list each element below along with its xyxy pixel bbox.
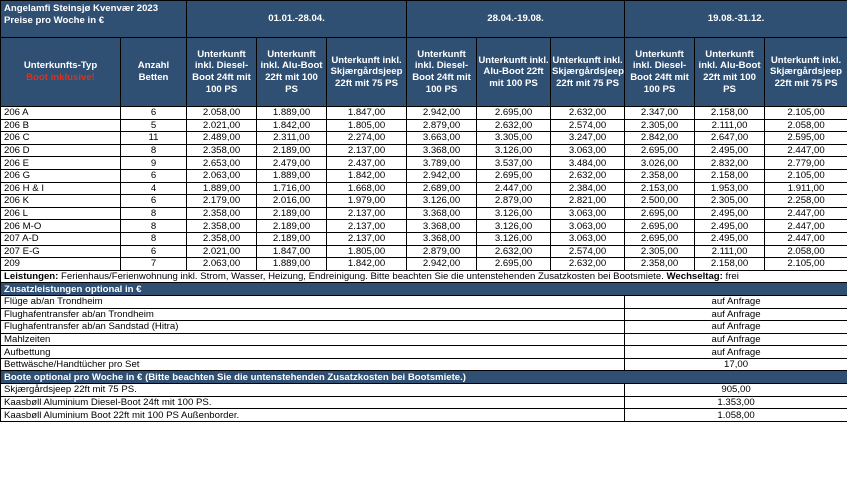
price-cell: 3.126,00: [477, 144, 551, 157]
table-row: [1, 157, 847, 170]
price-cell: 2.500,00: [625, 195, 695, 208]
price-cell: 2.137,00: [327, 220, 407, 233]
price-cell: 2.695,00: [625, 232, 695, 245]
unit-type-cell: 206 B: [1, 119, 121, 132]
table-row: [1, 195, 847, 208]
price-cell: 2.653,00: [187, 157, 257, 170]
price-cell: 2.942,00: [407, 169, 477, 182]
price-cell: 2.058,00: [765, 245, 847, 258]
price-cell: 2.158,00: [695, 107, 765, 120]
table-row: [1, 207, 847, 220]
price-cell: 2.437,00: [327, 157, 407, 170]
unit-type-cell: 206 C: [1, 132, 121, 145]
changeover-value: frei: [722, 271, 739, 283]
price-cell: 2.105,00: [765, 107, 847, 120]
price-cell: 2.105,00: [765, 169, 847, 182]
price-cell: 2.063,00: [187, 169, 257, 182]
price-cell: 2.358,00: [187, 232, 257, 245]
price-cell: 3.368,00: [407, 232, 477, 245]
column-header-type: Unterkunfts-Typ Boot inklusive!: [1, 38, 121, 107]
extra-item-name: Aufbettung: [1, 346, 625, 359]
price-cell: 1.953,00: [695, 182, 765, 195]
boats-section-title: Boote optional pro Woche in € (Bitte beachten Sie die untenstehenden Zusatzkosten bei Bootsmiete.): [1, 371, 847, 384]
price-cell: 2.695,00: [477, 107, 551, 120]
beds-cell: 6: [121, 107, 187, 120]
price-cell: 1.842,00: [327, 169, 407, 182]
unit-type-cell: 206 G: [1, 169, 121, 182]
table-row: [1, 245, 847, 258]
unit-type-cell: 206 M-O: [1, 220, 121, 233]
price-cell: 2.495,00: [695, 220, 765, 233]
price-cell: 3.484,00: [551, 157, 625, 170]
extra-item-price: auf Anfrage: [625, 346, 847, 359]
price-cell: 2.942,00: [407, 107, 477, 120]
unit-type-cell: 206 H & I: [1, 182, 121, 195]
price-cell: 3.305,00: [477, 132, 551, 145]
price-cell: 2.447,00: [765, 220, 847, 233]
price-cell: 2.189,00: [257, 232, 327, 245]
price-cell: 2.879,00: [407, 119, 477, 132]
price-cell: 2.447,00: [765, 232, 847, 245]
price-cell: 2.942,00: [407, 258, 477, 271]
beds-cell: 8: [121, 220, 187, 233]
price-cell: 3.789,00: [407, 157, 477, 170]
price-cell: 2.447,00: [765, 207, 847, 220]
price-cell: 2.574,00: [551, 119, 625, 132]
price-cell: 2.158,00: [695, 169, 765, 182]
price-cell: 2.058,00: [187, 107, 257, 120]
price-cell: 2.495,00: [695, 232, 765, 245]
price-cell: 2.595,00: [765, 132, 847, 145]
price-cell: 2.447,00: [477, 182, 551, 195]
price-cell: 2.358,00: [625, 258, 695, 271]
price-cell: 2.695,00: [625, 144, 695, 157]
price-cell: 2.695,00: [625, 220, 695, 233]
price-cell: 2.189,00: [257, 144, 327, 157]
price-cell: 2.063,00: [187, 258, 257, 271]
column-header-boat: Unterkunft inkl. Alu-Boot 22ft mit 100 PS: [257, 38, 327, 107]
boat-item-name: Kaasbøll Aluminium Diesel-Boot 24ft mit 100 PS.: [1, 396, 625, 409]
extras-section-title: Zusatzleistungen optional in €: [1, 283, 847, 296]
price-cell: 2.305,00: [625, 245, 695, 258]
price-cell: 2.632,00: [477, 245, 551, 258]
extra-item-name: Flughafentransfer ab/an Sandstad (Hitra): [1, 321, 625, 334]
price-cell: 1.805,00: [327, 245, 407, 258]
price-cell: 2.358,00: [625, 169, 695, 182]
extra-item: [1, 358, 847, 371]
price-cell: 2.311,00: [257, 132, 327, 145]
price-cell: 1.889,00: [257, 258, 327, 271]
price-cell: 3.247,00: [551, 132, 625, 145]
price-cell: 2.842,00: [625, 132, 695, 145]
price-cell: 2.347,00: [625, 107, 695, 120]
extra-item: [1, 295, 847, 308]
boats-section: [1, 371, 847, 384]
price-cell: 2.489,00: [187, 132, 257, 145]
unit-type-cell: 206 D: [1, 144, 121, 157]
price-cell: 2.779,00: [765, 157, 847, 170]
beds-cell: 9: [121, 157, 187, 170]
table-title: [1, 1, 187, 38]
price-cell: 2.632,00: [551, 169, 625, 182]
price-cell: 2.137,00: [327, 207, 407, 220]
extra-item: [1, 308, 847, 321]
extra-item: [1, 346, 847, 359]
boat-item: [1, 396, 847, 409]
price-cell: 2.305,00: [695, 195, 765, 208]
table-row: [1, 107, 847, 120]
price-cell: 1.911,00: [765, 182, 847, 195]
price-cell: 2.632,00: [551, 258, 625, 271]
services-note: [1, 270, 847, 283]
boat-included-note: Boot inklusive!: [26, 72, 95, 83]
beds-cell: 8: [121, 232, 187, 245]
beds-cell: 6: [121, 169, 187, 182]
extra-item-price: auf Anfrage: [625, 333, 847, 346]
beds-cell: 6: [121, 195, 187, 208]
boat-item-name: Kaasbøll Aluminium Boot 22ft mit 100 PS Außenborder.: [1, 409, 625, 422]
column-header-boat: Unterkunft inkl. Diesel-Boot 24ft mit 100 PS: [187, 38, 257, 107]
table-row: [1, 119, 847, 132]
price-cell: 2.274,00: [327, 132, 407, 145]
unit-type-cell: 206 E: [1, 157, 121, 170]
price-cell: 1.979,00: [327, 195, 407, 208]
price-cell: 2.189,00: [257, 220, 327, 233]
price-cell: 2.695,00: [477, 258, 551, 271]
boat-item-price: 1.353,00: [625, 396, 847, 409]
price-cell: 2.447,00: [765, 144, 847, 157]
services-label: Leistungen:: [4, 271, 59, 283]
beds-cell: 7: [121, 258, 187, 271]
price-cell: 2.258,00: [765, 195, 847, 208]
price-cell: 2.495,00: [695, 144, 765, 157]
beds-cell: 11: [121, 132, 187, 145]
price-cell: 2.689,00: [407, 182, 477, 195]
price-cell: 3.368,00: [407, 207, 477, 220]
price-cell: 1.889,00: [187, 182, 257, 195]
price-cell: 1.847,00: [257, 245, 327, 258]
price-cell: 3.126,00: [477, 232, 551, 245]
price-cell: 2.358,00: [187, 144, 257, 157]
price-cell: 1.716,00: [257, 182, 327, 195]
unit-type-cell: 206 A: [1, 107, 121, 120]
price-cell: 2.158,00: [695, 258, 765, 271]
unit-type-cell: 207 E-G: [1, 245, 121, 258]
extra-item-name: Mahlzeiten: [1, 333, 625, 346]
price-cell: 2.695,00: [477, 169, 551, 182]
title-line-1: Angelamfi Steinsjø Kvenvær 2023: [4, 3, 159, 14]
services-text: Ferienhaus/Ferienwohnung inkl. Strom, Wasser, Heizung, Endreinigung. Bitte beachten Sie die untenstehenden Zusatzkosten bei Bootsmiete.: [58, 271, 667, 283]
price-cell: 1.842,00: [257, 119, 327, 132]
column-header-boat: Unterkunft inkl. Skjærgårdsjeep 22ft mit 75 PS: [765, 38, 847, 107]
services-row: [1, 270, 847, 283]
extra-item-name: Flughafentransfer ab/an Trondheim: [1, 308, 625, 321]
extra-item: [1, 333, 847, 346]
price-cell: 1.889,00: [257, 169, 327, 182]
period-header: 19.08.-31.12.: [625, 1, 847, 38]
price-cell: 3.063,00: [551, 220, 625, 233]
price-cell: 2.189,00: [257, 207, 327, 220]
table-row: [1, 182, 847, 195]
price-cell: 2.137,00: [327, 144, 407, 157]
unit-type-cell: 209: [1, 258, 121, 271]
price-cell: 2.021,00: [187, 119, 257, 132]
price-cell: 3.126,00: [477, 220, 551, 233]
price-cell: 2.358,00: [187, 207, 257, 220]
price-cell: 1.668,00: [327, 182, 407, 195]
extras-section: [1, 283, 847, 296]
price-cell: 3.026,00: [625, 157, 695, 170]
price-cell: 1.842,00: [327, 258, 407, 271]
price-cell: 2.016,00: [257, 195, 327, 208]
price-cell: 2.058,00: [765, 119, 847, 132]
price-cell: 2.695,00: [625, 207, 695, 220]
column-header-boat: Unterkunft inkl. Diesel-Boot 24ft mit 100 PS: [407, 38, 477, 107]
extra-item-price: auf Anfrage: [625, 321, 847, 334]
price-cell: 3.663,00: [407, 132, 477, 145]
boat-item: [1, 384, 847, 397]
table-row: [1, 132, 847, 145]
column-header-boat: Unterkunft inkl. Alu-Boot 22ft mit 100 PS: [477, 38, 551, 107]
table-row: [1, 169, 847, 182]
price-cell: 2.153,00: [625, 182, 695, 195]
price-cell: 1.889,00: [257, 107, 327, 120]
price-cell: 2.647,00: [695, 132, 765, 145]
extra-item-name: Flüge ab/an Trondheim: [1, 295, 625, 308]
price-cell: 2.384,00: [551, 182, 625, 195]
boat-item: [1, 409, 847, 422]
price-cell: 2.021,00: [187, 245, 257, 258]
price-cell: 2.358,00: [187, 220, 257, 233]
beds-cell: 4: [121, 182, 187, 195]
price-cell: 2.111,00: [695, 245, 765, 258]
beds-cell: 5: [121, 119, 187, 132]
beds-cell: 6: [121, 245, 187, 258]
changeover-label: Wechseltag:: [666, 271, 723, 283]
price-cell: 3.368,00: [407, 220, 477, 233]
price-cell: 2.137,00: [327, 232, 407, 245]
price-cell: 2.305,00: [625, 119, 695, 132]
boat-item-price: 905,00: [625, 384, 847, 397]
price-cell: 1.805,00: [327, 119, 407, 132]
extra-item-price: auf Anfrage: [625, 295, 847, 308]
price-cell: 3.063,00: [551, 144, 625, 157]
extra-item-price: 17,00: [625, 358, 847, 371]
price-cell: 2.179,00: [187, 195, 257, 208]
period-header: 01.01.-28.04.: [187, 1, 407, 38]
column-header-boat: Unterkunft inkl. Diesel-Boot 24ft mit 100 PS: [625, 38, 695, 107]
column-header-beds: Anzahl Betten: [121, 38, 187, 107]
beds-cell: 8: [121, 207, 187, 220]
price-cell: 2.479,00: [257, 157, 327, 170]
extra-item: [1, 321, 847, 334]
price-cell: 2.111,00: [695, 119, 765, 132]
table-row: [1, 258, 847, 271]
column-header-boat: Unterkunft inkl. Alu-Boot 22ft mit 100 PS: [695, 38, 765, 107]
extra-item-name: Bettwäsche/Handtücher pro Set: [1, 358, 625, 371]
column-header-boat: Unterkunft inkl. Skjærgårdsjeep 22ft mit 75 PS: [327, 38, 407, 107]
price-cell: 2.821,00: [551, 195, 625, 208]
price-cell: 2.632,00: [477, 119, 551, 132]
unit-type-cell: 206 K: [1, 195, 121, 208]
boat-item-price: 1.058,00: [625, 409, 847, 422]
price-cell: 2.495,00: [695, 207, 765, 220]
period-header: 28.04.-19.08.: [407, 1, 625, 38]
unit-type-cell: 206 L: [1, 207, 121, 220]
price-cell: 3.126,00: [407, 195, 477, 208]
unit-type-cell: 207 A-D: [1, 232, 121, 245]
price-cell: 2.879,00: [407, 245, 477, 258]
price-cell: 3.063,00: [551, 207, 625, 220]
price-cell: 1.847,00: [327, 107, 407, 120]
price-cell: 2.632,00: [551, 107, 625, 120]
table-row: [1, 144, 847, 157]
beds-cell: 8: [121, 144, 187, 157]
boat-item-name: Skjærgårdsjeep 22ft mit 75 PS.: [1, 384, 625, 397]
column-header-boat: Unterkunft inkl. Skjærgårdsjeep 22ft mit 75 PS: [551, 38, 625, 107]
price-cell: 3.063,00: [551, 232, 625, 245]
table-row: [1, 232, 847, 245]
price-cell: 2.105,00: [765, 258, 847, 271]
price-cell: 2.574,00: [551, 245, 625, 258]
price-cell: 2.879,00: [477, 195, 551, 208]
price-cell: 3.537,00: [477, 157, 551, 170]
price-cell: 3.126,00: [477, 207, 551, 220]
price-cell: 2.832,00: [695, 157, 765, 170]
table-row: [1, 220, 847, 233]
title-line-2: Preise pro Woche in €: [4, 14, 105, 26]
extra-item-price: auf Anfrage: [625, 308, 847, 321]
price-cell: 3.368,00: [407, 144, 477, 157]
